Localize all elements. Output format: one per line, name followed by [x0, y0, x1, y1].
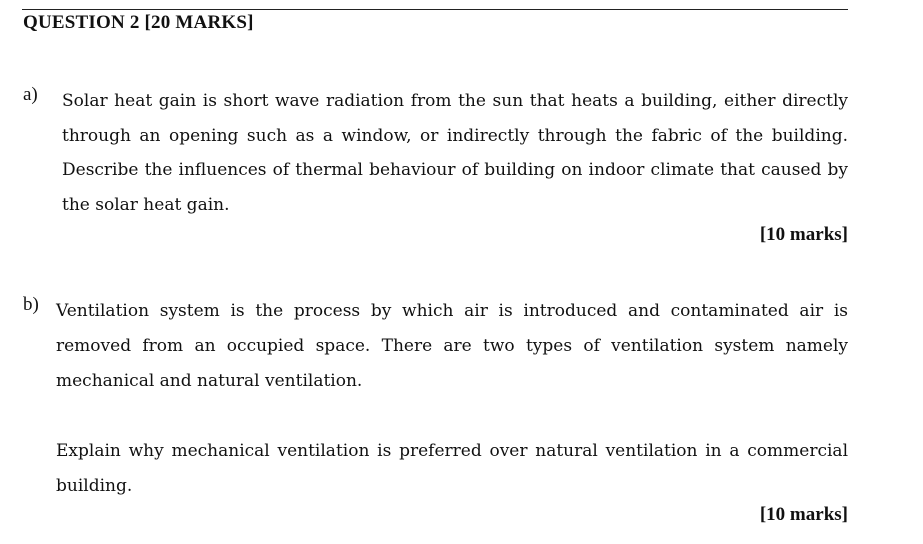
part-b-label: b): [23, 294, 39, 315]
part-a-label: a): [23, 84, 38, 105]
part-a-marks: [10 marks]: [759, 224, 848, 245]
question-heading: QUESTION 2 [20 MARKS]: [23, 12, 254, 33]
part-a-text: Solar heat gain is short wave radiation from the sun that heats a building, either directly through an opening such as a window, or indirectly through the fabric of the building. Describe the influences of thermal behaviour of building on indoor climate that caused by the solar heat gain.: [62, 91, 848, 216]
top-divider: [22, 9, 848, 10]
part-b-text: Ventilation system is the process by which air is introduced and contaminated air is removed from an occupied space. There are two types of ventilation system namely mechanical and natural ventilation.: [56, 301, 848, 391]
part-b-marks: [10 marks]: [759, 504, 848, 525]
part-b-text-2: Explain why mechanical ventilation is preferred over natural ventilation in a commercial building.: [56, 441, 848, 496]
